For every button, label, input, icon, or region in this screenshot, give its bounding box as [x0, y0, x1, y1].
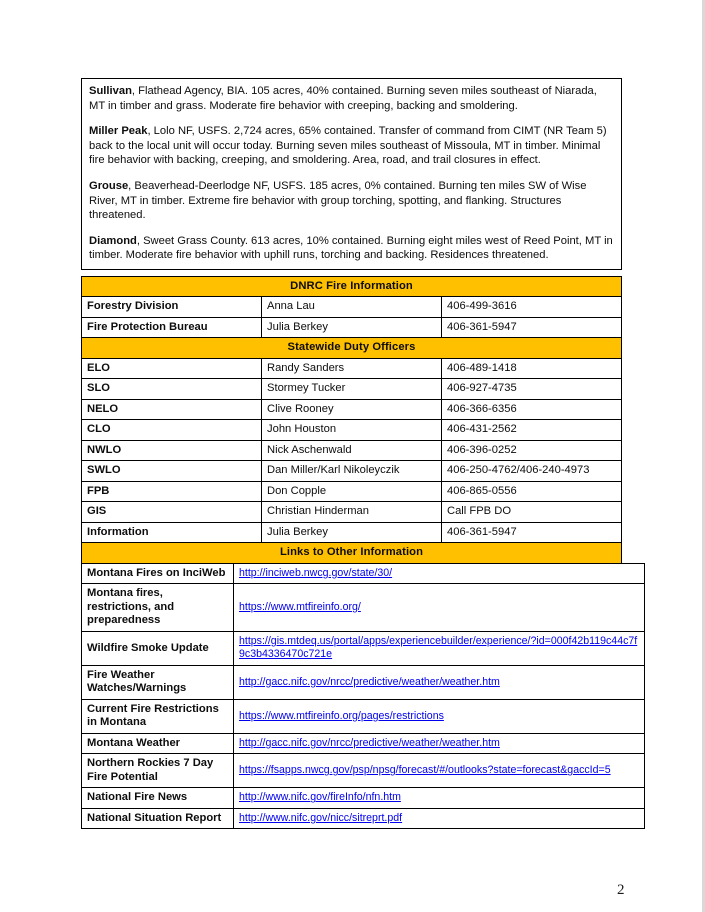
table-row [82, 788, 645, 809]
officer-role: Information [82, 522, 262, 543]
table-row [82, 502, 622, 523]
contact-role: Fire Protection Bureau [82, 317, 262, 338]
link-url-cell [234, 788, 645, 809]
external-link[interactable]: http://gacc.nifc.gov/nrcc/predictive/weather/weather.htm [239, 675, 500, 688]
contact-phone: 406-499-3616 [442, 297, 622, 318]
table-row [82, 584, 645, 632]
officer-phone: 406-431-2562 [442, 420, 622, 441]
officer-role: SLO [82, 379, 262, 400]
link-label: National Fire News [82, 788, 234, 809]
link-url-cell [234, 665, 645, 699]
incident-paragraph [89, 234, 614, 263]
link-url-cell [234, 808, 645, 829]
external-link[interactable]: https://www.mtfireinfo.org/pages/restrictions [239, 709, 444, 722]
link-label: Montana Weather [82, 733, 234, 754]
officer-name: Don Copple [262, 481, 442, 502]
incident-paragraph [89, 124, 614, 168]
external-link[interactable]: https://www.mtfireinfo.org/ [239, 600, 361, 613]
links-to-other-information-header: Links to Other Information [82, 543, 622, 564]
external-link[interactable]: http://gacc.nifc.gov/nrcc/predictive/weather/weather.htm [239, 736, 500, 749]
incident-paragraph [89, 179, 614, 223]
table-row [82, 808, 645, 829]
fire-description: , Lolo NF, USFS. 2,724 acres, 65% contained. Transfer of command from CIMT (NR Team 5) back to the local unit will occur today. Burning seven miles southeast of Missoula, MT in timber. Minimal fire behavior with backing, creeping, and smoldering. Area, road, and trail closures in effect. [89, 125, 607, 167]
section-header-row [82, 543, 622, 564]
officer-role: FPB [82, 481, 262, 502]
contact-name: Julia Berkey [262, 317, 442, 338]
fire-description: , Beaverhead-Deerlodge NF, USFS. 185 acres, 0% contained. Burning ten miles SW of Wise River, MT in timber. Extreme fire behavior with group torching, spotting, and flanking. Structures threatened. [89, 179, 587, 222]
table-row [82, 563, 645, 584]
link-url-cell [234, 733, 645, 754]
officer-role: SWLO [82, 461, 262, 482]
fire-name: Grouse [89, 179, 129, 192]
officer-phone: 406-396-0252 [442, 440, 622, 461]
officer-name: Clive Rooney [262, 399, 442, 420]
officer-name: Nick Aschenwald [262, 440, 442, 461]
link-url-cell [234, 631, 645, 665]
link-label: Current Fire Restrictions in Montana [82, 699, 234, 733]
officer-phone: 406-927-4735 [442, 379, 622, 400]
fire-name: Sullivan [89, 85, 132, 97]
contact-phone: 406-361-5947 [442, 317, 622, 338]
officer-phone: 406-250-4762/406-240-4973 [442, 461, 622, 482]
table-row [82, 317, 622, 338]
officer-role: NELO [82, 399, 262, 420]
link-url-cell [234, 563, 645, 584]
links-table [81, 563, 645, 830]
table-row [82, 754, 645, 788]
external-link[interactable]: http://www.nifc.gov/fireInfo/nfn.htm [239, 791, 401, 804]
link-label: Wildfire Smoke Update [82, 631, 234, 665]
link-label: Northern Rockies 7 Day Fire Potential [82, 754, 234, 788]
officer-phone: 406-865-0556 [442, 481, 622, 502]
officer-name: Christian Hinderman [262, 502, 442, 523]
officer-role: ELO [82, 358, 262, 379]
link-label: Montana Fires on InciWeb [82, 563, 234, 584]
officer-name: Dan Miller/Karl Nikoleyczik [262, 461, 442, 482]
table-row [82, 358, 622, 379]
officer-role: NWLO [82, 440, 262, 461]
contact-role: Forestry Division [82, 297, 262, 318]
fire-name: Miller Peak [89, 125, 148, 138]
link-url-cell [234, 584, 645, 632]
link-label: Montana fires, restrictions, and preparedness [82, 584, 234, 632]
page-content [81, 78, 638, 829]
table-row [82, 399, 622, 420]
officer-phone: 406-361-5947 [442, 522, 622, 543]
table-row [82, 699, 645, 733]
table-row [82, 733, 645, 754]
table-row [82, 420, 622, 441]
dnrc-fire-information-header: DNRC Fire Information [82, 276, 622, 297]
external-link[interactable]: http://www.nifc.gov/nicc/sitreprt.pdf [239, 811, 403, 824]
officer-role: CLO [82, 420, 262, 441]
contacts-table [81, 276, 622, 564]
table-row [82, 461, 622, 482]
incident-paragraph [89, 84, 614, 113]
table-row [82, 665, 645, 699]
statewide-duty-officers-header: Statewide Duty Officers [82, 338, 622, 359]
officer-phone: Call FPB DO [442, 502, 622, 523]
section-header-row [82, 338, 622, 359]
table-row [82, 522, 622, 543]
fire-description: , Sweet Grass County. 613 acres, 10% contained. Burning eight miles west of Reed Point, MT in timber. Moderate fire behavior with uphill runs, torching and backing. Residences threatened. [89, 234, 613, 262]
section-header-row [82, 276, 622, 297]
fire-name: Diamond [89, 234, 137, 247]
officer-role: GIS [82, 502, 262, 523]
link-label: National Situation Report [82, 808, 234, 829]
table-row [82, 481, 622, 502]
officer-phone: 406-366-6356 [442, 399, 622, 420]
external-link[interactable]: https://fsapps.nwcg.gov/psp/npsg/forecast/#/outlooks?state=forecast&gaccId=5 [239, 764, 611, 777]
table-row [82, 440, 622, 461]
fire-description: , Flathead Agency, BIA. 105 acres, 40% contained. Burning seven miles southeast of Niarada, MT in timber and grass. Moderate fire behavior with creeping, backing and smoldering. [89, 85, 597, 112]
incident-narrative-box [81, 78, 622, 270]
table-row [82, 379, 622, 400]
table-row [82, 631, 645, 665]
officer-phone: 406-489-1418 [442, 358, 622, 379]
link-url-cell [234, 754, 645, 788]
officer-name: Randy Sanders [262, 358, 442, 379]
link-url-cell [234, 699, 645, 733]
officer-name: Julia Berkey [262, 522, 442, 543]
table-row [82, 297, 622, 318]
page-number: 2 [617, 882, 625, 898]
external-link[interactable]: https://gis.mtdeq.us/portal/apps/experiencebuilder/experience/?id=000f42b119c44c7f9c3b4336470c721e [239, 634, 638, 661]
officer-name: Stormey Tucker [262, 379, 442, 400]
officer-name: John Houston [262, 420, 442, 441]
link-label: Fire Weather Watches/Warnings [82, 665, 234, 699]
contact-name: Anna Lau [262, 297, 442, 318]
external-link[interactable]: http://inciweb.nwcg.gov/state/30/ [239, 566, 393, 579]
